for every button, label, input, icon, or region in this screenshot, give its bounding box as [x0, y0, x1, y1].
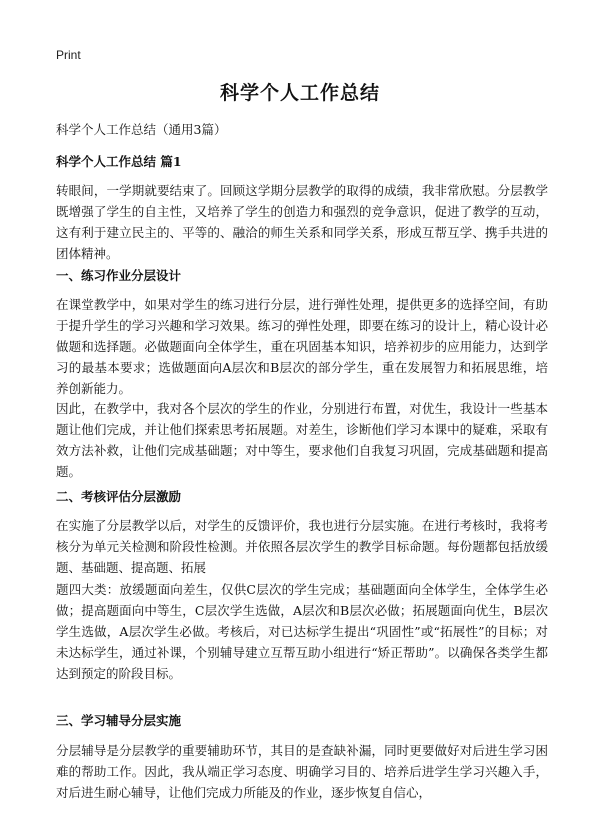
print-link[interactable]: Print — [56, 48, 81, 62]
paragraph-4: 在实施了分层教学以后，对学生的反馈评价，我也进行分层实施。在进行考核时，我将考核分为单元关检测和阶段性检测。并依照各层次学生的教学目标命题。每份题都包括放缓题、基础题、提高题、拓展 — [56, 518, 548, 575]
section-heading-2: 一、练习作业分层设计 — [56, 268, 182, 283]
section-heading-3: 二、考核评估分层激励 — [56, 489, 182, 504]
document-title: 科学个人工作总结 — [219, 82, 380, 104]
document-subtitle: 科学个人工作总结（通用3篇） — [56, 122, 227, 137]
paragraph-1: 转眼间，一学期就要结束了。回顾这学期分层教学的取得的成绩，我非常欣慰。分层教学既增强了学生的自主性，又培养了学生的创造力和强烈的竞争意识，促进了教学的互动，这有利于建立民主的、平等的、融洽的师生关系和同学关系，形成互帮互学、携手共进的团体精神。 — [56, 183, 548, 261]
section-heading-1: 科学个人工作总结 篇1 — [56, 154, 182, 169]
paragraph-6: 分层辅导是分层教学的重要辅助环节，其目的是查缺补漏，同时更要做好对后进生学习困难的帮助工作。因此，我从端正学习态度、明确学习目的、培养后进学生学习兴趣入手，对后进生耐心辅导，让他们完成力所能及的作业，逐步恢复自信心， — [56, 743, 548, 800]
paragraph-2: 在课堂教学中，如果对学生的练习进行分层，进行弹性处理，提供更多的选择空间，有助于提升学生的学习兴趣和学习效果。练习的弹性处理，即要在练习的设计上，精心设计必做题和选择题。必做题面向全体学生，重在巩固基本知识，培养初步的应用能力，达到学习的最基本要求；选做题面向A层次和B层次的部分学生，重在发展智力和拓展思维，培养创新能力。 — [56, 297, 548, 396]
paragraph-3: 因此，在教学中，我对各个层次的学生的作业，分别进行布置，对优生，我设计一些基本题让他们完成，并让他们探索思考拓展题。对差生，诊断他们学习本课中的疑难，采取有效方法补救，让他们完成基础题；对中等生，要求他们自我复习巩固，完成基础题和提高题。 — [56, 401, 548, 479]
paragraph-5: 题四大类：放缓题面向差生，仅供C层次的学生完成；基础题面向全体学生，全体学生必做；提高题面向中等生，C层次学生选做，A层次和B层次必做；拓展题面向优生，B层次学生选做，A层次学生必做。考核后，对已达标学生提出“巩固性”或“拓展性”的目标；对未达标学生，通过补课，个别辅导建立互帮互助小组进行“矫正帮助”。以确保各类学生都达到预定的阶段目标。 — [56, 582, 548, 681]
section-heading-4: 三、学习辅导分层实施 — [56, 713, 182, 728]
